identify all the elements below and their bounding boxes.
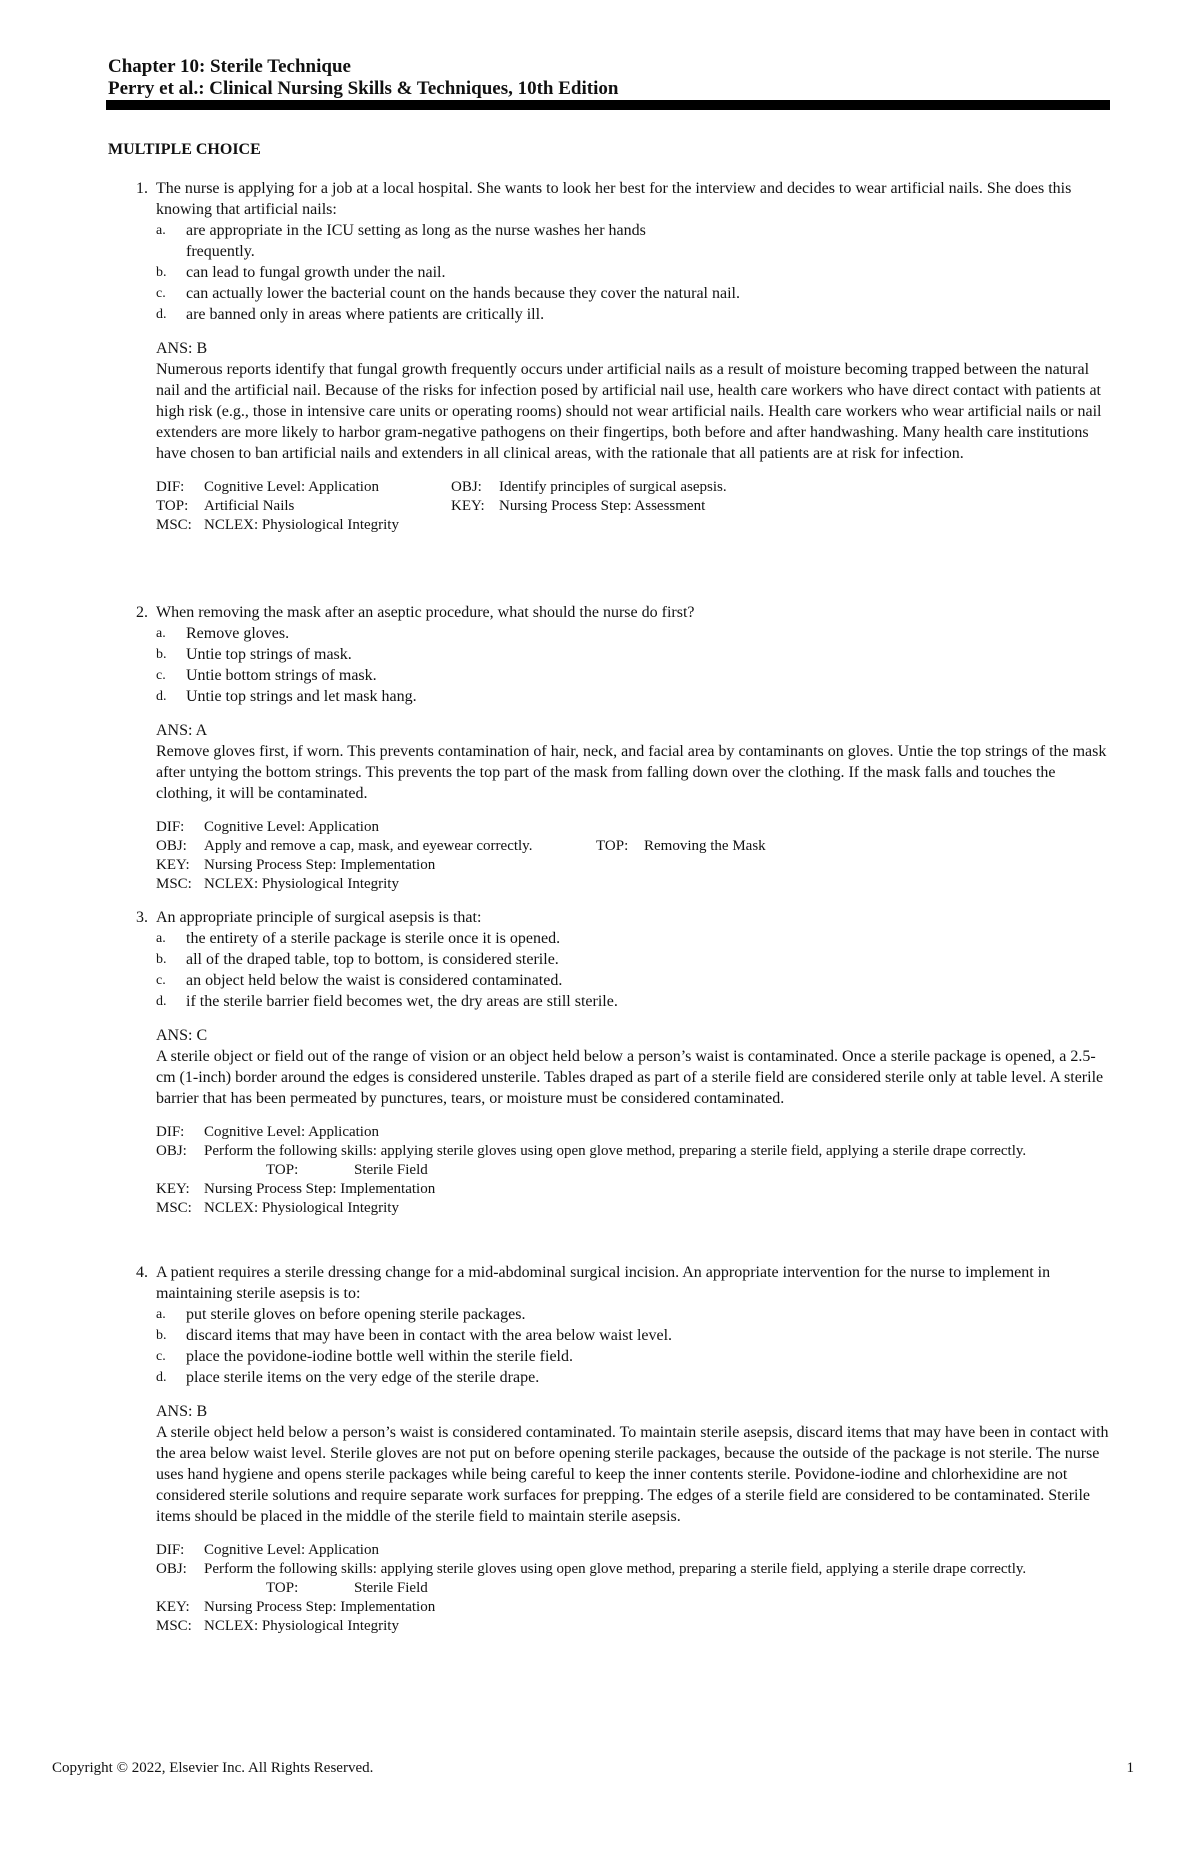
- meta-label: KEY:: [451, 498, 485, 514]
- option-b: [156, 949, 1113, 970]
- objective-value: Perform the following skills: applying sterile gloves using open glove method, preparing a sterile field, applying a sterile drape correctly.: [204, 1561, 1027, 1577]
- option-text: Untie top strings of mask.: [186, 646, 352, 663]
- option-text: can lead to fungal growth under the nail.: [186, 264, 446, 281]
- meta-label: OBJ:: [156, 1561, 187, 1577]
- option-text: all of the draped table, top to bottom, is considered sterile.: [186, 951, 559, 968]
- option-text: if the sterile barrier field becomes wet, the dry areas are still sterile.: [186, 993, 618, 1010]
- option-letter: b.: [156, 647, 167, 662]
- page-header: [108, 56, 1108, 100]
- objective-row: [156, 1560, 1113, 1598]
- meta-label: MSC:: [156, 876, 192, 892]
- option-b: [156, 1325, 1113, 1346]
- option-letter: a.: [156, 931, 166, 946]
- option-text: Untie bottom strings of mask.: [186, 667, 377, 684]
- option-text: are banned only in areas where patients are critically ill.: [186, 306, 545, 323]
- options-list: [156, 623, 1113, 707]
- options-list: [156, 928, 1113, 1012]
- meta-label: TOP:: [266, 1580, 299, 1596]
- question-number: 4.: [136, 1264, 148, 1281]
- meta-label: DIF:: [156, 819, 185, 835]
- question-number: 2.: [136, 604, 148, 621]
- option-letter: a.: [156, 1307, 166, 1322]
- question-4: [108, 1262, 1113, 1636]
- topic-value: Sterile Field: [354, 1162, 428, 1178]
- option-c: [156, 970, 1113, 991]
- meta-label: OBJ:: [156, 838, 187, 854]
- question-number: 3.: [136, 909, 148, 926]
- option-text: place the povidone-iodine bottle well within the sterile field.: [186, 1348, 573, 1365]
- meta-label: TOP:: [266, 1162, 299, 1178]
- option-c: [156, 665, 1113, 686]
- option-a: [156, 1304, 1113, 1325]
- question-text: An appropriate principle of surgical asepsis is that:: [156, 909, 482, 926]
- meta-label: KEY:: [156, 1181, 190, 1197]
- msc-value: NCLEX: Physiological Integrity: [204, 876, 399, 892]
- meta-label: TOP:: [156, 498, 189, 514]
- option-letter: a.: [156, 223, 166, 238]
- meta-label: MSC:: [156, 517, 192, 533]
- option-a: [156, 220, 1113, 262]
- option-a: [156, 623, 1113, 644]
- option-text: place sterile items on the very edge of the sterile drape.: [186, 1369, 540, 1386]
- objective-value: Perform the following skills: applying sterile gloves using open glove method, preparing a sterile field, applying a sterile drape correctly.: [204, 1143, 1027, 1159]
- option-letter: d.: [156, 994, 167, 1009]
- header-rule: [106, 100, 1110, 110]
- answer-key: ANS: C: [156, 1027, 208, 1044]
- option-d: [156, 991, 1113, 1012]
- option-text: the entirety of a sterile package is sterile once it is opened.: [186, 930, 561, 947]
- msc-value: NCLEX: Physiological Integrity: [204, 1200, 399, 1216]
- question-metadata: [156, 1123, 1113, 1218]
- page-number: 1: [1126, 1760, 1134, 1776]
- option-text: Untie top strings and let mask hang.: [186, 688, 417, 705]
- option-a: [156, 928, 1113, 949]
- topic-value: Sterile Field: [354, 1580, 428, 1596]
- option-letter: b.: [156, 265, 167, 280]
- meta-label: TOP:: [596, 838, 629, 854]
- option-d: [156, 304, 1113, 325]
- objective-value: Identify principles of surgical asepsis.: [499, 479, 727, 495]
- difficulty-value: Cognitive Level: Application: [204, 1542, 379, 1558]
- question-stem: [108, 1262, 1113, 1304]
- meta-label: OBJ:: [156, 1143, 187, 1159]
- option-text: are appropriate in the ICU setting as long as the nurse washes her hands frequently.: [186, 222, 646, 260]
- rationale-text: Remove gloves first, if worn. This prevents contamination of hair, neck, and facial area by contaminants on gloves. Untie the top strings of the mask after untying the bottom strings. This prevents the top part of the mask from falling down over the clothing. If the mask falls and touches the clothing, it will be contaminated.: [156, 743, 1107, 802]
- option-text: can actually lower the bacterial count on the hands because they cover the natural nail.: [186, 285, 740, 302]
- option-text: Remove gloves.: [186, 625, 290, 642]
- msc-value: NCLEX: Physiological Integrity: [204, 1618, 399, 1634]
- difficulty-value: Cognitive Level: Application: [204, 479, 379, 495]
- question-stem: [108, 907, 1113, 928]
- question-metadata: [156, 818, 1113, 894]
- option-text: put sterile gloves on before opening sterile packages.: [186, 1306, 526, 1323]
- option-letter: d.: [156, 1370, 167, 1385]
- difficulty-value: Cognitive Level: Application: [204, 819, 379, 835]
- meta-label: DIF:: [156, 1124, 185, 1140]
- question-1: [108, 178, 1113, 535]
- objective-row: [156, 1142, 1113, 1180]
- question-metadata: [156, 1541, 1113, 1636]
- meta-label: MSC:: [156, 1200, 192, 1216]
- topic-value: Removing the Mask: [644, 838, 766, 854]
- question-stem: [108, 602, 1113, 623]
- difficulty-value: Cognitive Level: Application: [204, 1124, 379, 1140]
- key-value: Nursing Process Step: Implementation: [204, 1181, 436, 1197]
- option-b: [156, 644, 1113, 665]
- option-letter: a.: [156, 626, 166, 641]
- answer-key: ANS: B: [156, 340, 208, 357]
- copyright-notice: Copyright © 2022, Elsevier Inc. All Rights Reserved.: [52, 1760, 374, 1776]
- meta-label: OBJ:: [451, 479, 482, 495]
- section-title: MULTIPLE CHOICE: [108, 141, 261, 158]
- option-text: discard items that may have been in contact with the area below waist level.: [186, 1327, 673, 1344]
- option-letter: c.: [156, 286, 166, 301]
- option-c: [156, 283, 1113, 304]
- meta-label: KEY:: [156, 1599, 190, 1615]
- rationale-text: A sterile object held below a person’s waist is considered contaminated. To maintain sterile asepsis, discard items that may have been in contact with the area below waist level. Sterile gloves are not put on before opening sterile packages, because the outside of the package is not sterile. The nurse uses hand hygiene and opens sterile packages while being careful to keep the inner contents sterile. Povidone-iodine and chlorhexidine are not considered sterile solutions and require separate work surfaces for prepping. The edges of a sterile field are considered to be contaminated. Sterile items should be placed in the middle of the sterile field to maintain sterile asepsis.: [156, 1424, 1109, 1525]
- option-letter: c.: [156, 1349, 166, 1364]
- key-value: Nursing Process Step: Assessment: [499, 498, 706, 514]
- option-text: an object held below the waist is considered contaminated.: [186, 972, 563, 989]
- option-letter: d.: [156, 689, 167, 704]
- answer-key: ANS: A: [156, 722, 208, 739]
- question-text: A patient requires a sterile dressing change for a mid-abdominal surgical incision. An appropriate intervention for the nurse to implement in maintaining sterile asepsis is to:: [156, 1264, 1051, 1302]
- option-letter: c.: [156, 973, 166, 988]
- options-list: [156, 220, 1113, 325]
- option-b: [156, 262, 1113, 283]
- option-d: [156, 1367, 1113, 1388]
- answer-key: ANS: B: [156, 1403, 208, 1420]
- chapter-title: Chapter 10: Sterile Technique: [108, 56, 351, 77]
- option-letter: d.: [156, 307, 167, 322]
- rationale-text: Numerous reports identify that fungal growth frequently occurs under artificial nails as a result of moisture becoming trapped between the natural nail and the artificial nail. Because of the risks for infection posed by artificial nail use, health care workers who have direct contact with patients at high risk (e.g., those in intensive care units or operating rooms) should not wear artificial nails. Health care workers who wear artificial nails or nail extenders are more likely to harbor gram-negative pathogens on their fingertips, both before and after handwashing. Many health care institutions have chosen to ban artificial nails and extenders in all clinical areas, with the rationale that all patients are at risk for infection.: [156, 361, 1102, 462]
- option-letter: b.: [156, 952, 167, 967]
- question-text: When removing the mask after an aseptic procedure, what should the nurse do first?: [156, 604, 695, 621]
- key-value: Nursing Process Step: Implementation: [204, 1599, 436, 1615]
- meta-label: DIF:: [156, 479, 185, 495]
- question-metadata: [156, 478, 1113, 535]
- option-d: [156, 686, 1113, 707]
- option-c: [156, 1346, 1113, 1367]
- msc-value: NCLEX: Physiological Integrity: [204, 517, 399, 533]
- options-list: [156, 1304, 1113, 1388]
- book-title: Perry et al.: Clinical Nursing Skills & Techniques, 10th Edition: [108, 78, 619, 99]
- question-text: The nurse is applying for a job at a local hospital. She wants to look her best for the interview and decides to wear artificial nails. She does this knowing that artificial nails:: [156, 180, 1072, 218]
- meta-label: DIF:: [156, 1542, 185, 1558]
- rationale-text: A sterile object or field out of the range of vision or an object held below a person’s waist is contaminated. Once a sterile package is opened, a 2.5-cm (1-inch) border around the edges is considered unsterile. Tables draped as part of a sterile field are considered sterile only at table level. A sterile barrier that has been permeated by punctures, tears, or moisture must be considered contaminated.: [156, 1048, 1104, 1107]
- question-number: 1.: [136, 180, 148, 197]
- option-letter: c.: [156, 668, 166, 683]
- question-stem: [108, 178, 1113, 220]
- objective-value: Apply and remove a cap, mask, and eyewear correctly.: [204, 838, 533, 854]
- page-footer: [52, 1760, 1134, 1777]
- key-value: Nursing Process Step: Implementation: [204, 857, 436, 873]
- topic-value: Artificial Nails: [204, 498, 295, 514]
- meta-label: MSC:: [156, 1618, 192, 1634]
- question-2: [108, 602, 1113, 894]
- meta-label: KEY:: [156, 857, 190, 873]
- question-3: [108, 907, 1113, 1218]
- option-letter: b.: [156, 1328, 167, 1343]
